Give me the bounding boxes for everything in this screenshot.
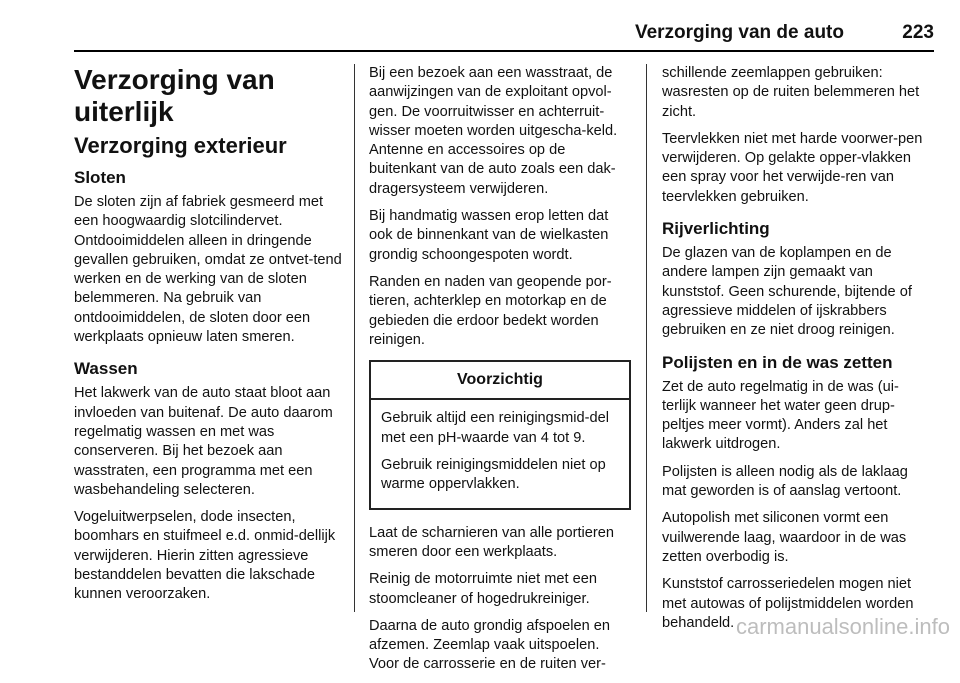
paragraph: schillende zeemlappen gebruiken: wasresten op de ruiten belemmeren het zicht. bbox=[662, 65, 920, 120]
chapter-title: Verzorging van uiterlijk bbox=[74, 64, 275, 127]
page-header bbox=[74, 0, 934, 52]
warning-box bbox=[369, 360, 631, 509]
paragraph: Het lakwerk van de auto staat bloot aan invloeden van buitenaf. De auto daarom regelmatig wassen en met was conserveren. Bij het bezoek aan wasstraten, een programma met een wasbehandeling selecteren. bbox=[74, 385, 333, 498]
paragraph: Bij een bezoek aan een wasstraat, de aanwijzingen van de exploitant opvol-gen. De voorruitwisser en achterruit-wisser moeten worden uitgescha-keld. Antenne en accessoires op de buitenkant van de auto zoals een dak-dragersysteem verwijderen. bbox=[369, 65, 618, 197]
paragraph: De sloten zijn af fabriek gesmeerd met een hoogwaardig slotcilindervet. Ontdooimiddelen alleen in dringende gevallen gebruiken, omdat ze ontvet-tend werken en de werking van de sloten belemmeren. Na gebruik van ontdooimiddelen, de sloten door een werkplaats opnieuw laten smeren. bbox=[74, 194, 342, 346]
paragraph: Teervlekken niet met harde voorwer-pen verwijderen. Op gelakte opper-vlakken een spray voor het verwijde-ren van teervlekken gebruiken. bbox=[662, 130, 923, 205]
paragraph: Autopolish met siliconen vormt een vuilwerende laag, waardoor in de was zetten overbodig is. bbox=[662, 510, 907, 565]
subsection-title-sloten: Sloten bbox=[74, 168, 126, 187]
paragraph: Polijsten is alleen nodig als de laklaag mat geworden is of aanslag vertoont. bbox=[662, 463, 908, 500]
paragraph: Randen en naden van geopende por-tieren, achterklep en motorkap en de gebieden die erdoor bedekt worden reinigen. bbox=[369, 273, 612, 348]
column-left bbox=[74, 64, 342, 613]
warning-body bbox=[371, 400, 629, 507]
warning-title: Voorzichtig bbox=[371, 362, 629, 400]
paragraph: Kunststof carrosseriedelen mogen niet met autowas of polijstmiddelen worden behandeld. bbox=[662, 576, 914, 631]
page-number: 223 bbox=[902, 22, 934, 43]
paragraph: Zet de auto regelmatig in de was (ui-terlijk wanneer het water geen drup-peltjes meer vormt). Anders zal het lakwerk uitdrogen. bbox=[662, 378, 899, 453]
subsection-title-polijsten: Polijsten en in de was zetten bbox=[662, 352, 893, 372]
column-middle bbox=[369, 64, 631, 683]
section-title: Verzorging exterieur bbox=[74, 133, 287, 158]
paragraph: Reinig de motorruimte niet met een stoomcleaner of hogedrukreiniger. bbox=[369, 571, 597, 607]
warning-paragraph: Gebruik reinigingsmiddelen niet op warme oppervlakken. bbox=[381, 457, 606, 493]
header-rule bbox=[74, 50, 934, 52]
subsection-title-rijverlichting: Rijverlichting bbox=[662, 219, 770, 239]
header-title: Verzorging van de auto bbox=[634, 22, 844, 43]
subsection-title-wassen: Wassen bbox=[74, 359, 138, 379]
paragraph: Laat de scharnieren van alle portieren smeren door een werkplaats. bbox=[369, 524, 615, 560]
paragraph: De glazen van de koplampen en de andere lampen zijn gemaakt van kunststof. Geen schurende, bijtende of agressieve middelen of ijskrabbers gebruiken en ze niet droog reinigen. bbox=[662, 245, 912, 339]
paragraph: Vogeluitwerpselen, dode insecten, boomhars en stuifmeel e.d. onmid-dellijk verwijderen. Hierin zitten agressieve bestanddelen bevatten die lakschade kunnen veroorzaken. bbox=[74, 509, 336, 603]
column-divider-left bbox=[354, 64, 355, 612]
column-divider-right bbox=[646, 64, 647, 612]
watermark: carmanualsonline.info bbox=[735, 614, 950, 639]
paragraph: Bij handmatig wassen erop letten dat ook de binnenkant van de wielkasten grondig schoongespoten wordt. bbox=[369, 208, 609, 263]
paragraph: Daarna de auto grondig afspoelen en afzemen. Zeemlap vaak uitspoelen. Voor de carrosserie en de ruiten ver- bbox=[369, 617, 610, 673]
column-right bbox=[662, 64, 932, 641]
warning-paragraph: Gebruik altijd een reinigingsmid-del met een pH-waarde van 4 tot 9. bbox=[381, 410, 609, 446]
